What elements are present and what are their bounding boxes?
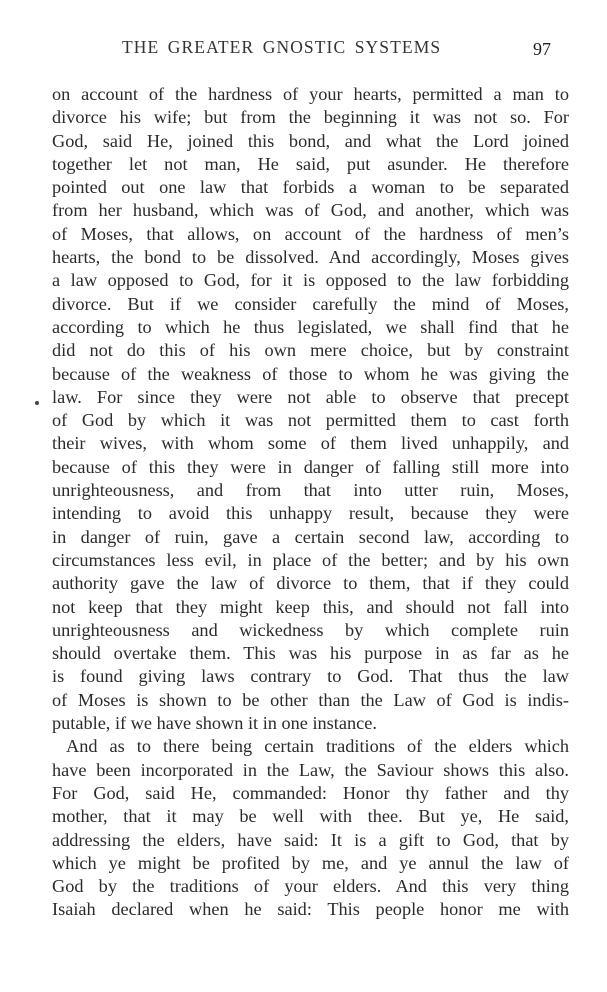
text-line: from her husband, which was of God, and another, which was [52, 200, 569, 221]
text-line: God, said He, joined this bond, and what the Lord joined [52, 130, 569, 151]
body-text [52, 83, 569, 922]
text-line: unrighteousness, and from that into utter ruin, Moses, [52, 480, 569, 501]
text-line: intending to avoid this unhappy result, because they were [52, 503, 569, 524]
text-line: law. For since they were not able to observe that precept [52, 386, 569, 407]
text-line: in danger of ruin, gave a certain second law, according to [52, 526, 569, 547]
text-line: of God by which it was not permitted them to cast forth [52, 410, 569, 431]
text-line: For God, said He, commanded: Honor thy father and thy [52, 782, 569, 803]
text-line: of Moses, that allows, on account of the hardness of men’s [52, 223, 569, 244]
text-line: unrighteousness and wickedness by which complete ruin [52, 619, 569, 640]
text-line: divorce his wife; but from the beginning it was not so. For [52, 107, 569, 128]
text-line: God by the traditions of your elders. And this very thing [52, 876, 569, 897]
running-title: THE GREATER GNOSTIC SYSTEMS [122, 37, 442, 57]
text-line: Isaiah declared when he said: This people honor me with [52, 899, 569, 920]
text-line: authority gave the law of divorce to them, that if they could [52, 573, 569, 594]
text-line: a law opposed to God, for it is opposed to the law forbidding [52, 270, 569, 291]
text-line: their wives, with whom some of them lived unhappily, and [52, 433, 569, 454]
paragraph-end-line: putable, if we have shown it in one instance. [52, 713, 377, 734]
text-line: mother, that it may be well with thee. But ye, He said, [52, 806, 569, 827]
text-line: circumstances less evil, in place of the better; and by his own [52, 549, 569, 570]
running-head [0, 37, 607, 61]
text-line: because of the weakness of those to whom he was giving the [52, 363, 569, 384]
text-line: have been incorporated in the Law, the Saviour shows this also. [52, 759, 569, 780]
paragraph-start-line: And as to there being certain traditions of the elders which [66, 736, 569, 757]
margin-dot-icon [35, 401, 39, 405]
text-line: not keep that they might keep this, and should not fall into [52, 596, 569, 617]
text-line: should overtake them. This was his purpose in as far as he [52, 643, 569, 664]
text-line: which ye might be profited by me, and ye annul the law of [52, 852, 569, 873]
text-line: addressing the elders, have said: It is a gift to God, that by [52, 829, 569, 850]
text-line: is found giving laws contrary to God. That thus the law [52, 666, 569, 687]
page-number: 97 [533, 39, 551, 59]
text-line: hearts, the bond to be dissolved. And accordingly, Moses gives [52, 247, 569, 268]
text-line: pointed out one law that forbids a woman to be separated [52, 177, 569, 198]
text-line: on account of the hardness of your hearts, permitted a man to [52, 84, 569, 104]
text-line: together let not man, He said, put asunder. He therefore [52, 153, 569, 174]
text-line: did not do this of his own mere choice, but by constraint [52, 340, 569, 361]
text-line: divorce. But if we consider carefully the mind of Moses, [52, 293, 569, 314]
text-line: because of this they were in danger of falling still more into [52, 456, 569, 477]
text-line: of Moses is shown to be other than the Law of God is indis- [52, 689, 569, 710]
text-line: according to which he thus legislated, we shall find that he [52, 316, 569, 337]
